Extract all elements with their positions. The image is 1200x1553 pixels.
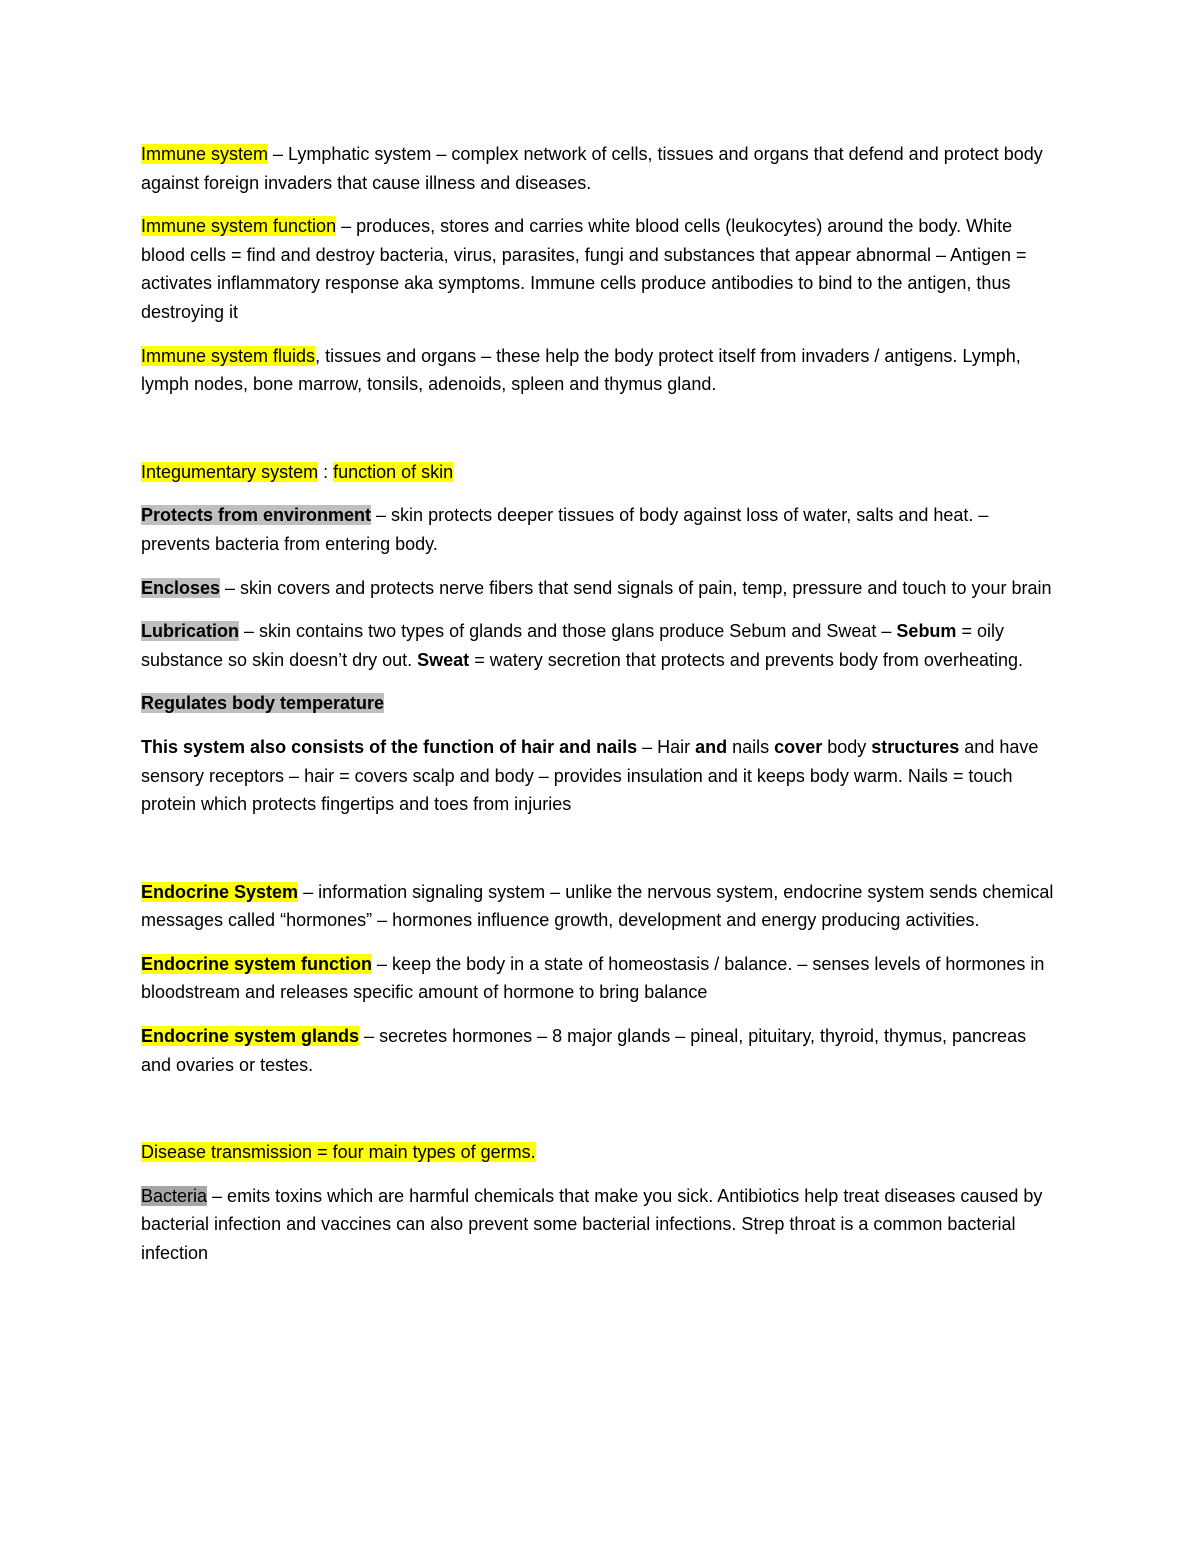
endocrine-function-term: Endocrine system function [141, 953, 373, 974]
section-spacer [141, 834, 1061, 878]
endocrine-function-text: – keep the body in a state of homeostasis / balance. – senses levels of hormones in bloodstream and releases specific amount of hormone to bring balance [141, 953, 1045, 1003]
immune-system-paragraph [141, 140, 1061, 197]
endocrine-system-paragraph [141, 878, 1061, 935]
endocrine-system-text: – information signaling system – unlike the nervous system, endocrine system sends chemical messages called “hormones” – hormones influence growth, development and energy producing activities. [141, 881, 1054, 931]
bacteria-term: Bacteria [141, 1185, 208, 1206]
lubrication-text-c: = watery secretion that protects and prevents body from overheating. [469, 649, 1023, 670]
hair-nails-bold-structures: structures [871, 736, 960, 757]
hair-nails-bold-lead: This system also consists of the function of hair and nails [141, 736, 638, 757]
hair-nails-bold-cover: cover [774, 736, 823, 757]
hair-nails-bold-and: and [695, 736, 728, 757]
immune-system-text: – Lymphatic system – complex network of cells, tissues and organs that defend and protect body against foreign invaders that cause illness and diseases. [141, 144, 1043, 193]
hair-nails-text-d: and have sensory receptors – hair = covers scalp and body – provides insulation and it keeps body warm. Nails = touch protein which protects fingertips and toes from injuries [141, 736, 1039, 815]
encloses-paragraph [141, 574, 1061, 603]
integumentary-heading-subtitle: function of skin [333, 461, 454, 482]
endocrine-glands-term: Endocrine system glands [141, 1026, 360, 1047]
lubrication-term: Lubrication [141, 621, 239, 642]
protects-term: Protects from environment [141, 505, 372, 526]
immune-fluids-text: , tissues and organs – these help the body protect itself from invaders / antigens. Lymph, lymph nodes, bone marrow, tonsils, adenoids, spleen and thymus gland. [141, 345, 1021, 395]
sebum-term: Sebum [896, 621, 957, 642]
regulates-term: Regulates body temperature [141, 693, 385, 714]
immune-system-term: Immune system [141, 144, 269, 164]
immune-function-text: – produces, stores and carries white blood cells (leukocytes) around the body. White blood cells = find and destroy bacteria, virus, parasites, fungi and substances that appear abnormal – Antigen = activates inflammatory response aka symptoms. Immune cells produce antibodies to bind to the antigen, thus destroying it [141, 216, 1027, 322]
encloses-term: Encloses [141, 577, 221, 598]
immune-fluids-term: Immune system fluids [141, 345, 316, 366]
hair-nails-text-b: nails [727, 736, 775, 757]
immune-function-term: Immune system function [141, 216, 337, 237]
endocrine-glands-paragraph [141, 1022, 1061, 1079]
integumentary-heading [141, 458, 1061, 487]
hair-nails-text-a: – Hair [637, 736, 696, 757]
protects-paragraph [141, 501, 1061, 558]
endocrine-function-paragraph [141, 950, 1061, 1007]
immune-fluids-paragraph [141, 342, 1061, 399]
endocrine-glands-text: – secretes hormones – 8 major glands – pineal, pituitary, thyroid, thymus, pancreas and ovaries or testes. [141, 1026, 1027, 1075]
regulates-paragraph [141, 689, 1061, 718]
disease-heading [141, 1138, 1061, 1167]
disease-heading-text: Disease transmission = four main types of germs. [141, 1142, 536, 1163]
lubrication-text-a: – skin contains two types of glands and those glans produce Sebum and Sweat – [239, 621, 897, 642]
integumentary-heading-separator: : [318, 461, 334, 482]
document-page [141, 140, 1061, 1283]
bacteria-text: – emits toxins which are harmful chemicals that make you sick. Antibiotics help treat diseases caused by bacterial infection and vaccines can also prevent some bacterial infections. Strep throat is a common bacterial infection [141, 1185, 1043, 1264]
endocrine-system-term: Endocrine System [141, 881, 299, 902]
lubrication-paragraph [141, 617, 1061, 674]
bacteria-paragraph [141, 1182, 1061, 1268]
section-spacer [141, 1094, 1061, 1138]
lubrication-text-b: = oily substance so skin doesn’t dry out. [141, 621, 1004, 670]
encloses-text: – skin covers and protects nerve fibers that send signals of pain, temp, pressure and touch to your brain [220, 577, 1052, 598]
protects-text: – skin protects deeper tissues of body against loss of water, salts and heat. – prevents bacteria from entering body. [141, 505, 989, 554]
integumentary-heading-term: Integumentary system [141, 461, 319, 482]
hair-nails-paragraph [141, 733, 1061, 819]
hair-nails-text-c: body [822, 736, 872, 757]
immune-function-paragraph [141, 212, 1061, 326]
section-spacer [141, 414, 1061, 458]
sweat-term: Sweat [417, 649, 470, 670]
